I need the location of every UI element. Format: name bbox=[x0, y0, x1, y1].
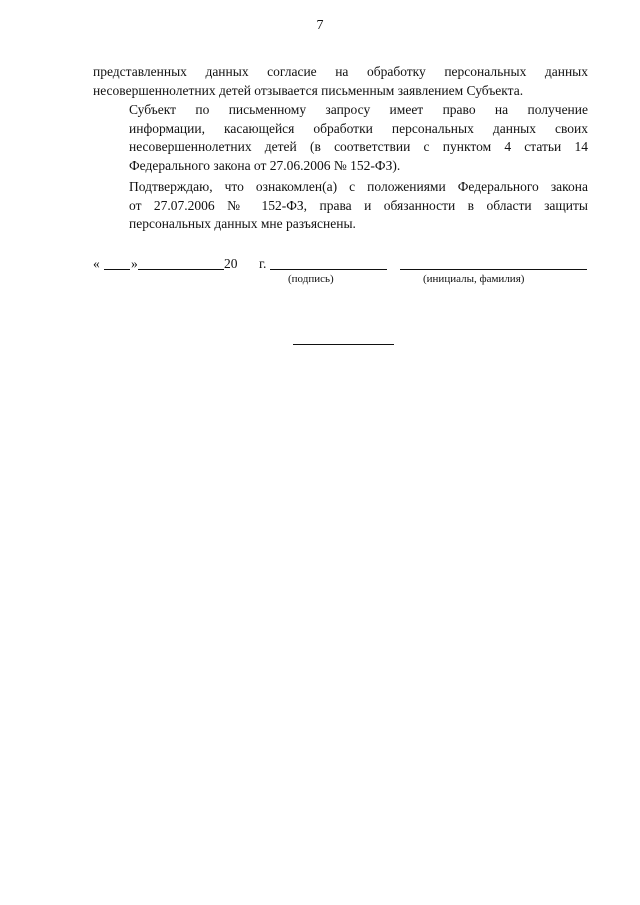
text-line: несовершеннолетних детей отзывается письменным заявлением Субъекта. bbox=[93, 82, 524, 98]
text-line: несовершеннолетних детей (в соответствии с пунктом 4 статьи 14 bbox=[129, 139, 588, 154]
name-blank bbox=[400, 269, 587, 270]
text-line: персональных данных мне разъяснены. bbox=[129, 216, 356, 231]
open-quote: « bbox=[93, 256, 100, 271]
day-blank bbox=[104, 269, 130, 270]
paragraph-consent-revocation bbox=[93, 63, 588, 100]
year-prefix: 20 bbox=[224, 256, 238, 271]
month-blank bbox=[138, 269, 224, 270]
text-line: Субъект по письменному запросу имеет право на получение bbox=[129, 102, 588, 117]
signature-caption: (подпись) bbox=[288, 273, 334, 285]
close-quote: » bbox=[131, 256, 138, 271]
end-divider bbox=[293, 344, 394, 345]
text-line: Федерального закона от 27.06.2006 № 152-ФЗ). bbox=[129, 157, 401, 173]
year-suffix: г. bbox=[259, 256, 267, 271]
text-line: представленных данных согласие на обработку персональных данных bbox=[93, 64, 588, 79]
name-caption: (инициалы, фамилия) bbox=[423, 273, 525, 285]
paragraph-acknowledgement bbox=[93, 178, 588, 234]
text-line: Подтверждаю, что ознакомлен(а) с положениями Федерального закона bbox=[129, 179, 588, 194]
page-number: 7 bbox=[316, 18, 324, 33]
signature-blank bbox=[270, 269, 387, 270]
text-line: от 27.07.2006 № 152-ФЗ, права и обязанности в области защиты bbox=[129, 197, 588, 213]
signature-block bbox=[93, 256, 593, 286]
paragraph-information-right bbox=[93, 101, 588, 175]
text-line: информации, касающейся обработки персональных данных своих bbox=[129, 120, 588, 136]
